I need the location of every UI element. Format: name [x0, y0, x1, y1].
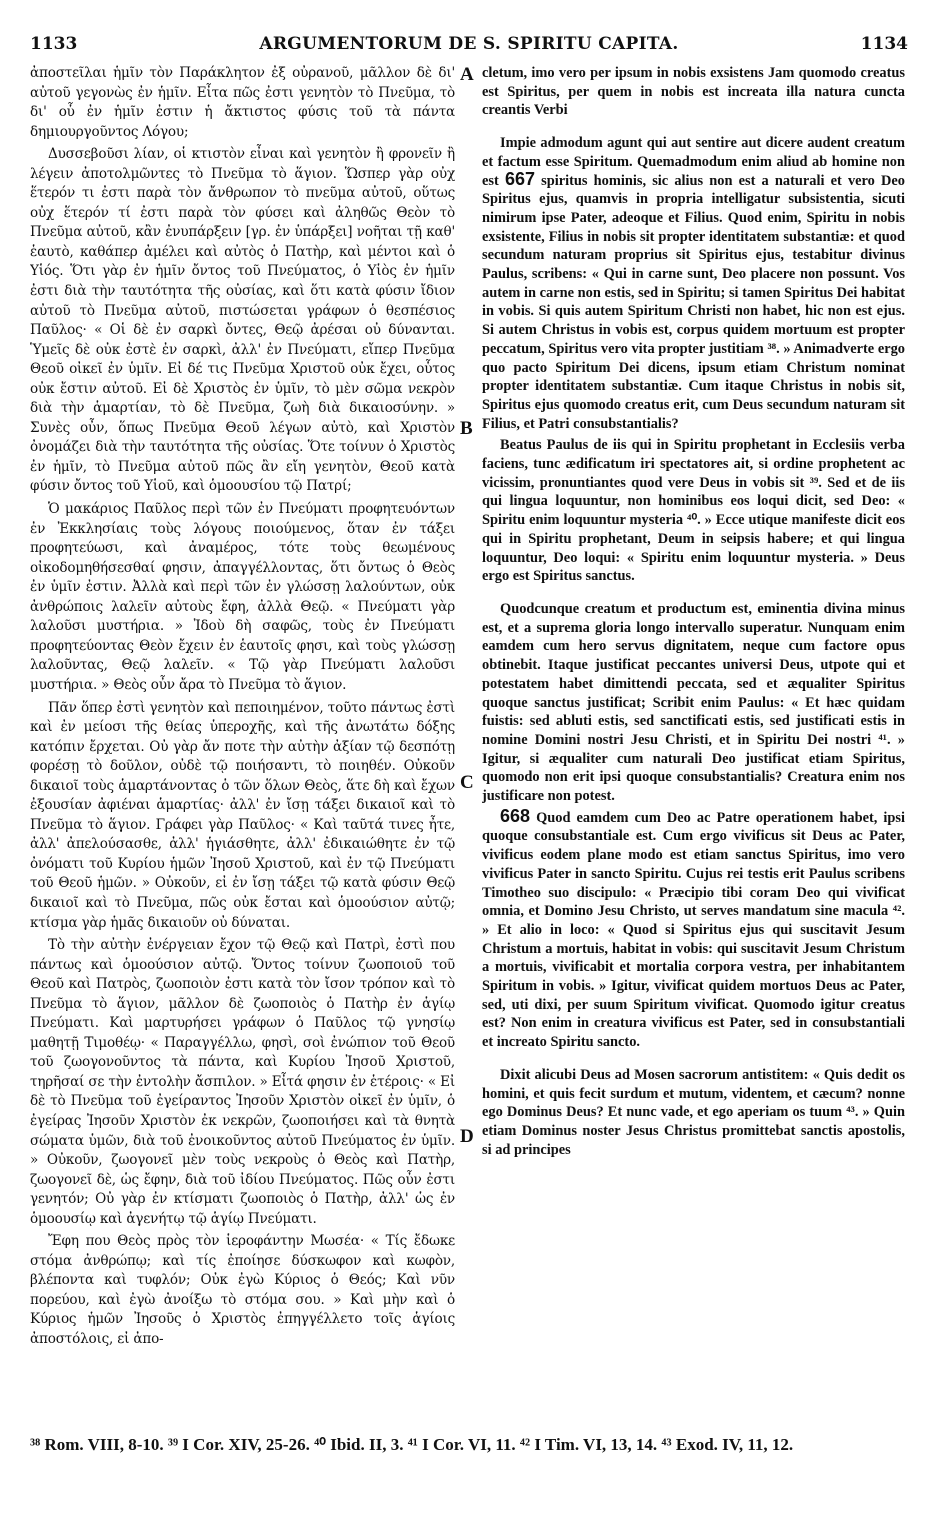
greek-paragraph: Ὁ μακάριος Παῦλος περὶ τῶν ἐν Πνεύματι προφητευόντων ἐν Ἐκκλησίαις τοὺς λόγους ποιούμενος, ὅταν ἐν τάξει προφητεύωσι, καὶ ἀναμέρος, τότε τοὺς θεωμένους οἰκοδομηθήσεσθαί φησιν, ἀπαγγέλλοντας, ὅτι ὄντως ὁ Θεὸς ἐν ὑμῖν ἐστιν. Ἀλλὰ καὶ περὶ τῶν ἐν γλώσσῃ λαλούντων, οὐκ ἀνθρώποις λαλεῖν αὐτοὺς ἔφη, ἀλλὰ Θεῷ. « Πνεύματι γὰρ λαλοῦσι μυστήρια. » Ἰδοὺ δὴ σαφῶς, τοὺς ἐν Πνεύματι προφητεύοντας Θεὸν ἔχειν ἐν ἑαυτοῖς φησι, καὶ τοὺς γλώσσῃ λαλοῦντας, Θεῷ λαλεῖν. « Τῷ γὰρ Πνεύματι λαλοῦσι μυστήρια. » Θεὸς οὖν ἄρα τὸ Πνεῦμα τὸ ἅγιον.: [30, 501, 455, 693]
footnotes: ³⁸ Rom. VIII, 8-10. ³⁹ I Cor. XIV, 25-26. ⁴⁰ Ibid. II, 3. ⁴¹ I Cor. VI, 11. ⁴² I Tim. VI, 13, 14. ⁴³ Exod. IV, 11, 12.: [30, 1435, 794, 1454]
section-marker-b: B: [460, 418, 473, 439]
greek-paragraph: Πᾶν ὅπερ ἐστὶ γενητὸν καὶ πεποιημένον, τοῦτο πάντως ἐστὶ καὶ ἐν μείοσι τῆς θείας ὑπεροχῆς, καὶ τῆς ἀνωτάτω δόξης κατόπιν ἔρχεται. Οὐ γὰρ ἄν ποτε τὴν αὐτὴν ἀξίαν τῷ δεσπότῃ φορέσῃ τὸ δοῦλον, οὐδὲ τῷ ποιήσαντι, τὸ ποιηθέν. Οὐκοῦν δικαιοῖ τοὺς ἁμαρτάνοντας ὁ τῶν ὅλων Θεὸς, ἅτε δὴ καὶ ἔχων ἐξουσίαν ἀφιέναι ἁμαρτίας· ἀλλ' ἐν ἴσῃ τάξει δικαιοῖ καὶ τὸ Πνεῦμα τὸ ἅγιον. Γράφει γὰρ Παῦλος· « Καὶ ταῦτά τινες ἦτε, ἀλλ' ἀπελούσασθε, ἀλλ' ἡγιάσθητε, ἀλλ' ἐδικαιώθητε ἐν τῷ ὀνόματι τοῦ Κυρίου ἡμῶν Ἰησοῦ Χριστοῦ, καὶ ἐν τῷ Πνεύματι τοῦ Θεοῦ ἡμῶν. » Οὐκοῦν, εἰ ἐν ἴσῃ τάξει τῷ κατὰ φύσιν Θεῷ δικαιοῖ καὶ τὸ Πνεῦμα, πῶς οὐκ ἔσται καὶ ὁμοούσιον αὐτῷ; κτίσμα γὰρ ἡμᾶς δικαιοῦν οὐ δύναται.: [30, 699, 455, 931]
greek-paragraph: Δυσσεβοῦσι λίαν, οἱ κτιστὸν εἶναι καὶ γενητὸν ἢ φρονεῖν ἢ λέγειν ἀποτολμῶντες τὸ Πνεῦμα τὸ ἅγιον. Ὥσπερ γὰρ οὐχ ἕτερόν τι ἐστι παρὰ τὸν ἄνθρωπον τὸ πνεῦμα αὐτοῦ, οὕτως οὐχ ἕτερόν τί ἐστι παρὰ τὸν φύσει καὶ ἀληθῶς Θεὸν τὸ Πνεῦμα αὐτοῦ, κἂν ἐνυπάρξειν [γρ. ἐν ὑπάρξει] νοῆται τῇ καθ' ἑαυτὸ, καθάπερ ἀμέλει καὶ αὐτὸς ὁ Πατὴρ, καὶ μέντοι καὶ ὁ Υἱός. Ὅτι γὰρ ἐν ἡμῖν ὄντος τοῦ Πνεύματος, ὁ Υἱὸς ἐν ἡμῖν ἐστι διὰ τὴν ταυτότητα τῆς οὐσίας, καὶ ὅτι κατὰ φύσιν ἴδιον αὐτοῦ τὸ Πνεῦμα αὐτοῦ, πιστώσεται γράφων ὁ θεσπέσιος Παῦλος· « Οἱ δὲ ἐν σαρκὶ ὄντες, Θεῷ ἀρέσαι οὐ δύνανται. Ὑμεῖς δὲ οὐκ ἐστὲ ἐν σαρκὶ, ἀλλ' ἐν Πνεύματι, εἴπερ Πνεῦμα Θεοῦ οἰκεῖ ἐν ὑμῖν. Εἰ δέ τις Πνεῦμα Χριστοῦ οὐκ ἔχει, οὗτος οὐκ ἔστιν αὐτοῦ. Εἰ δὲ Χριστὸς ἐν ὑμῖν, τὸ μὲν σῶμα νεκρὸν διὰ τὴν ἁμαρτίαν, τὸ δὲ Πνεῦμα, ζωὴ διὰ δικαιοσύνην. » Συνὲς οὖν, ὅπως Πνεῦμα Θεοῦ λέγων αὐτὸ, καὶ Χριστὸν ὀνομάζει διὰ τὴν ταυτότητα τῆς οὐσίας. Ὅτε τοίνυν ὁ Χριστὸς ἐν ἡμῖν, τὸ Πνεῦμα αὐτοῦ πῶς ἂν εἴη γενητὸν, Θεοῦ κατὰ φύσιν ὄντος τοῦ Υἱοῦ, καὶ ὁμοουσίου τῷ Πατρί;: [30, 146, 455, 495]
latin-paragraph: Dixit alicubi Deus ad Mosen sacrorum antistitem: « Quis dedit os homini, et quis fecit surdum et mutum, videntem, et cæcum? nonne ego Dominus Deus? Et nunc vade, et ego aperiam os tuum ⁴³. » Quin etiam Dominus noster Jesus Christus promittebat sanctis apostolis, si ad principes: [482, 1066, 905, 1158]
page-number-667: 667: [504, 168, 535, 189]
latin-column: [482, 64, 905, 1426]
latin-paragraph: [482, 805, 905, 1052]
running-title: ARGUMENTORUM DE S. SPIRITU CAPITA.: [259, 34, 679, 54]
latin-paragraph-text: Impie admodum agunt qui aut sentire aut dicere audent creatum et factum esse Spiritum. Quemadmodum enim aliud ab homine non est: [482, 135, 905, 189]
section-marker-c: C: [460, 772, 474, 793]
greek-paragraph: Τὸ τὴν αὐτὴν ἐνέργειαν ἔχον τῷ Θεῷ καὶ Πατρὶ, ἐστὶ που πάντως καὶ ὁμοούσιον αὐτῷ. Ὄντος τοίνυν ζωοποιοῦ τοῦ Θεοῦ καὶ Πατρὸς, ζωοποιὸν ἐστι κατὰ τὸν ἴσον τρόπον καὶ τὸ Πνεῦμα τὸ ἅγιον, μᾶλλον δὲ ζωοποιὸς ὁ Πατὴρ ἐν ἁγίῳ Πνεύματι. Καὶ μαρτυρήσει γράφων ὁ Παῦλος τῷ γνησίῳ μαθητῇ Τιμοθέῳ· « Παραγγέλλω, φησὶ, σοὶ ἐνώπιον τοῦ Θεοῦ τοῦ ζωογονοῦντος τὰ πάντα, καὶ Κυρίου Ἰησοῦ Χριστοῦ, τηρῆσαί σε τὴν ἐντολὴν ἄσπιλον. » Εἶτά φησιν ἐν ἑτέροις· « Εἰ δὲ τὸ Πνεῦμα τοῦ ἐγείραντος Ἰησοῦν Χριστὸν οἰκεῖ ἐν ὑμῖν, ὁ ἐγείρας Ἰησοῦν Χριστὸν ἐκ νεκρῶν, ζωοποιήσει καὶ τὰ θνητὰ σώματα ὑμῶν, διὰ τοῦ ἐνοικοῦντος αὐτοῦ Πνεύματος ἐν ὑμῖν. » Οὐκοῦν, ζωογονεῖ μὲν τοὺς νεκροὺς ὁ Θεὸς καὶ Πατὴρ, ζωογονεῖ δὲ, ὡς ἔφην, διὰ τοῦ ἰδίου Πνεύματος. Πῶς οὖν ἐστι γενητόν; Οὐ γὰρ ἐν κτίσματι ζωοποιὸς ὁ Πατὴρ, ἀλλ' ὡς ἐν ὁμοουσίῳ καὶ ἀγενήτῳ τῷ ἁγίῳ Πνεύματι.: [30, 937, 455, 1227]
right-column-number: 1134: [860, 34, 908, 54]
latin-paragraph: cletum, imo vero per ipsum in nobis exsistens Jam quomodo creatus est Spiritus, per quem in nobis est increata illa natura cuncta creantis Verbi: [482, 65, 905, 119]
greek-paragraph: ἀποστεῖλαι ἡμῖν τὸν Παράκλητον ἐξ οὐρανοῦ, μᾶλλον δὲ δι' αὐτοῦ γεγονὼς ἐν ἡμῖν. Εἶτα πῶς ἐστι γενητὸν τὸ Πνεῦμα, τὸ δι' οὗ ἐν ἡμῖν ἐστιν ἡ ἄκτιστος φύσις τοῦ τὰ πάντα δημιουργοῦντος Λόγου;: [30, 65, 455, 140]
latin-paragraph: Quodcunque creatum et productum est, eminentia divina minus est, et a suprema gloria longo intervallo superatur. Nunquam enim eamdem cum hero servus dignitatem, neque cum factore opus obtinebit. Itaque justificat peccantes universi Deus, utpote qui et potestatem habet dimittendi peccata, sed et æqualiter Spiritus quoque sanctus justificat; Scribit enim Paulus: « Et hæc quidam fuistis: sed abluti estis, sed sanctificati estis, sed justificati estis in nomine Domini nostri Jesu Christi, et in Spiritu Dei nostri ⁴¹. » Igitur, si æqualiter cum naturali Deo justificat etiam Spiritus, quomodo non erit ipsi quoque consubstantialis? Creatura enim nos justificare non potest.: [482, 600, 905, 805]
latin-paragraph: Beatus Paulus de iis qui in Spiritu prophetant in Ecclesiis verba faciens, tunc ædificatum iri spectatores ait, si ordine prophetent ac vicissim, pronuntiantes quod vere Deus in vobis sit ³⁹. Sed et de iis qui lingua loquuntur, non hominibus eos loqui dicit, sed Deo: « Spiritu enim loquuntur mysteria ⁴⁰. » Ecce utique manifeste dicit eos qui in Spiritu prophetant, Deum in seipsis habere; et qui lingua loquuntur, Deo loqui: « Spiritu enim loquuntur mysteria. » Deus ergo est Spiritus sanctus.: [482, 437, 905, 585]
greek-paragraph: Ἔφη που Θεὸς πρὸς τὸν ἱεροφάντην Μωσέα· « Τίς ἔδωκε στόμα ἀνθρώπῳ; καὶ τίς ἐποίησε δύσκωφον καὶ κωφὸν, βλέποντα καὶ τυφλόν; Οὐκ ἐγὼ Κύριος ὁ Θεός; Καὶ νῦν πορεύου, καὶ ἐγὼ ἀνοίξω τὸ στόμα σου. » Καὶ μὴν καὶ ὁ Κύριος ἡμῶν Ἰησοῦς ὁ Χριστὸς ἐπηγγέλλετο τοῖς ἁγίοις ἀποστόλοις, εἰ ἀπο-: [30, 1233, 455, 1347]
running-header: [30, 34, 908, 56]
latin-paragraph: [482, 134, 905, 433]
latin-paragraph-text: spiritus hominis, sic alius non est a naturali et vero Deo Spiritus ejus, quamvis in propria intelligatur subsistentia, sicuti nimirum ipse Pater, adeoque et Filius. Quod enim, Spiritu in nobis exsistente, Filius in nobis sit propter identitatem substantiæ: et quod secundum naturam proprius sit Spiritus ejus, testabitur divinus Paulus, scribens: « Qui in carne sunt, Deo placere non possunt. Vos autem in carne non estis, sed in Spiritu; si tamen Spiritus Dei habitat in vobis. Si quis autem Spiritum Christi non habet, hic non est ejus. Si autem Christus in vobis est, corpus quidem mortuum est propter peccatum, Spiritus vero vita propter justitiam ³⁸. » Animadverte ergo quo pacto Spiritum Dei dicens, ipsum etiam Christum nominat propter identitatem substantiæ. Cum itaque Christus in nobis sit, Spiritus ejus quomodo creatus erit, cum Deus secundum naturam sit Filius, et Patri consubstantialis?: [482, 172, 905, 432]
greek-column: [30, 64, 455, 1426]
left-column-number: 1133: [30, 34, 78, 54]
section-marker-d: D: [460, 1126, 474, 1147]
section-marker-a: A: [460, 64, 474, 85]
latin-paragraph-text: Quod eamdem cum Deo ac Patre operationem habet, ipsi quoque consubstantiale est. Cum ergo vivificus sit Deus ac Pater, vivificus eodem plane modo est etiam sanctus Spiritus, imo vero vivificus Pater in sancto Spiritu. Cujus rei testis erit Paulus scribens Timotheo suo discipulo: « Præcipio tibi coram Deo qui vivificat omnia, et Domino Jesu Christo, ut serves mandatum sine macula ⁴². » Et alio in loco: « Quod si Spiritus ejus qui suscitavit Jesum Christum a mortuis, habitat in vobis: qui suscitavit Jesum Christum a mortuis, vivificabit et mortalia corpora vestra, per inhabitantem Spiritum in vobis. » Igitur, vivificat quidem mortuos Deus ac Pater, sed, uti dixi, per suum Spiritum vivificat. Quomodo igitur creatus est? Non enim in creatura vivificus est Pater, sed in consubstantiali et increato Spiritu sancto.: [482, 809, 905, 1051]
page-number-668: 668: [500, 805, 531, 826]
